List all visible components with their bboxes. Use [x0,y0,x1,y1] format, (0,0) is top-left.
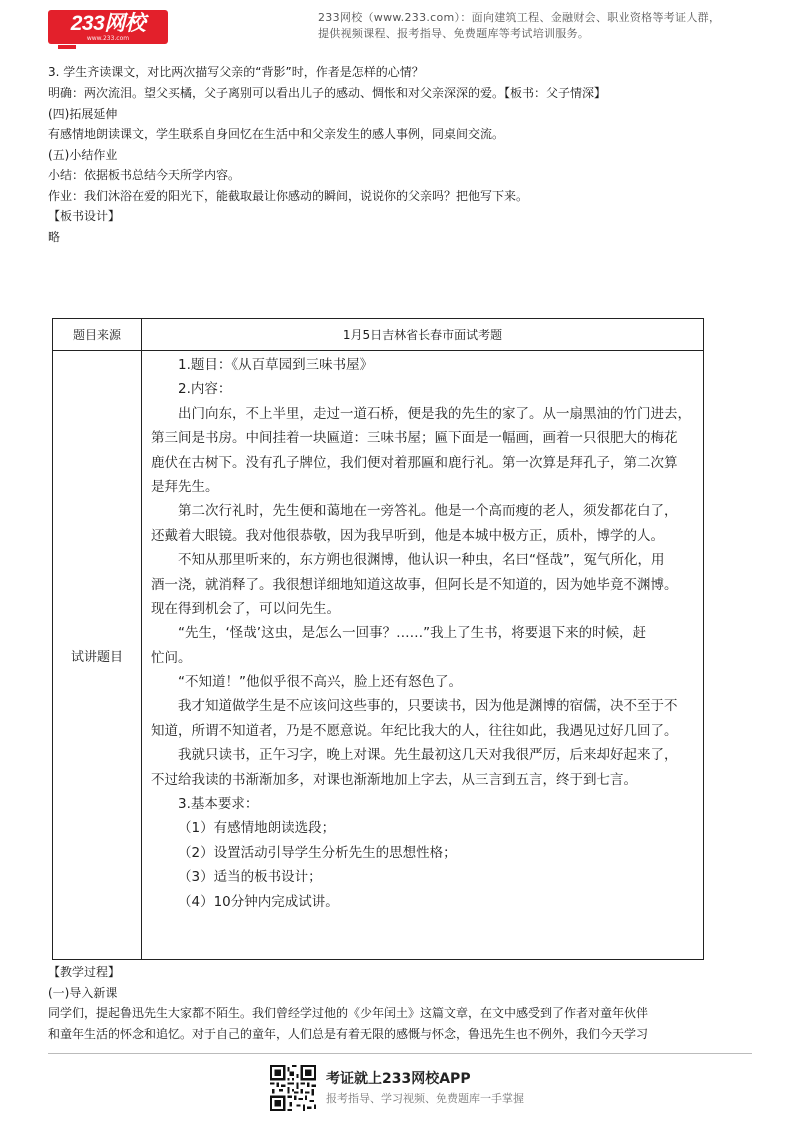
summary-text: 小结：依据板书总结今天所学内容。 [48,168,241,182]
content-line: 第三间是书房。中间挂着一块匾道：三味书屋；匾下面是一幅画，画着一只很肥大的梅花 [151,430,678,447]
board-design-text: 略 [48,230,61,244]
intro-text-line-2: 和童年生活的怀念和追忆。对于自己的童年，人们总是有着无限的感慨与怀念，鲁迅先生也不例外，我们今天学习 [48,1027,649,1041]
content-line: 出门向东，不上半里，走过一道石桥，便是我的先生的家了。从一扇黑油的竹门进去， [178,405,691,422]
content-line: 我就只读书，正午习字，晚上对课。先生最初这几天对我很严厉，后来却好起来了， [178,747,678,764]
qr-code-icon [270,1065,316,1111]
content-line: 还戴着大眼镜。我对他很恭敬，因为我早听到，他是本城中极方正，质朴，博学的人。 [151,527,664,544]
content-line: 是拜先生。 [151,478,219,495]
table-column-divider [141,319,142,959]
content-line: 酒一浇，就消释了。我很想详细地知道这故事，但阿长是不知道的，因为她毕竟不渊博。 [151,576,678,593]
footer-app-title: 考证就上233网校APP [326,1071,471,1087]
header-info [318,10,788,42]
content-line: （1）有感情地朗读选段； [178,820,336,837]
content-line: 2.内容： [178,381,232,398]
header-info-line-1: 233网校（www.233.com）：面向建筑工程、金融财会、职业资格等考证人群， [318,11,721,24]
extension-text: 有感情地朗读课文，学生联系自身回忆在生活中和父亲发生的感人事例，同桌间交流。 [48,127,505,141]
content-line: 不知从那里听来的，东方朔也很渊博，他认识一种虫，名曰“怪哉”，冤气所化，用 [178,552,665,569]
footer-app-subtitle: 报考指导、学习视频、免费题库一手掌握 [326,1092,524,1105]
header-info-line-2: 提供视频课程、报考指导、免费题库等考试培训服务。 [318,27,590,40]
content-line: “不知道！”他似乎很不高兴，脸上还有怒色了。 [178,674,462,691]
table-row-divider [53,350,703,351]
board-design-heading: 【板书设计】 [48,209,121,223]
footer-divider [48,1053,752,1054]
content-line: 1.题目：《从百草园到三味书屋》 [178,357,374,373]
content-line: 第二次行礼时，先生便和蔼地在一旁答礼。他是一个高而瘦的老人，须发都花白了， [178,503,678,520]
content-line: 知道，所谓不知道者，乃是不愿意说。年纪比我大的人，往往如此，我遇见过好几回了。 [151,722,678,739]
content-line: 我才知道做学生是不应该问这些事的，只要读书，因为他是渊博的宿儒，决不至于不 [178,698,678,715]
logo-accent-bar [58,45,76,49]
content-line: 3.基本要求： [178,796,259,813]
table-header-source-label: 题目来源 [72,328,121,342]
logo-text: 233网校 [70,11,146,35]
question-3: 3. 学生齐读课文，对比两次描写父亲的“背影”时，作者是怎样的心情？ [48,65,424,79]
table-header-source-value: 1月5日吉林省长春市面试考题 [342,328,503,342]
exam-question-table [52,318,704,960]
brand-logo [48,10,168,44]
content-line: 鹿伏在古树下。没有孔子牌位，我们便对着那匾和鹿行礼。第一次算是拜孔子，第二次算 [151,454,678,471]
intro-text-line-1: 同学们，提起鲁迅先生大家都不陌生。我们曾经学过他的《少年闰土》这篇文章，在文中感受到了作者对童年伙伴 [48,1006,649,1020]
teaching-process-heading: 【教学过程】 [48,965,121,979]
section-heading-extension: (四)拓展延伸 [48,107,118,121]
content-line: 忙问。 [151,649,192,666]
content-line: （4）10分钟内完成试讲。 [178,893,339,910]
table-row-label: 试讲题目 [70,649,123,665]
page-header [0,0,800,60]
logo-subtext: www.233.com [86,34,130,42]
answer-3: 明确：两次流泪。望父买橘，父子离别可以看出儿子的感动、惆怅和对父亲深深的爱。【板书：父子情深】 [48,86,607,100]
content-line: （2）设置活动引导学生分析先生的思想性格； [178,844,457,861]
content-line: 不过给我读的书渐渐加多，对课也渐渐地加上字去，从三言到五言，终于到七言。 [151,771,637,788]
content-line: “先生，‘怪哉’这虫，是怎么一回事？……”我上了生书，将要退下来的时候，赶 [178,625,647,642]
content-line: （3）适当的板书设计； [178,869,322,886]
homework-text: 作业：我们沐浴在爱的阳光下，能截取最让你感动的瞬间，说说你的父亲吗？把他写下来。 [48,189,529,203]
table-question-content [151,353,696,914]
content-line: 现在得到机会了，可以问先生。 [151,600,340,617]
section-heading-intro: (一)导入新课 [48,986,118,1000]
section-heading-summary: (五)小结作业 [48,148,118,162]
